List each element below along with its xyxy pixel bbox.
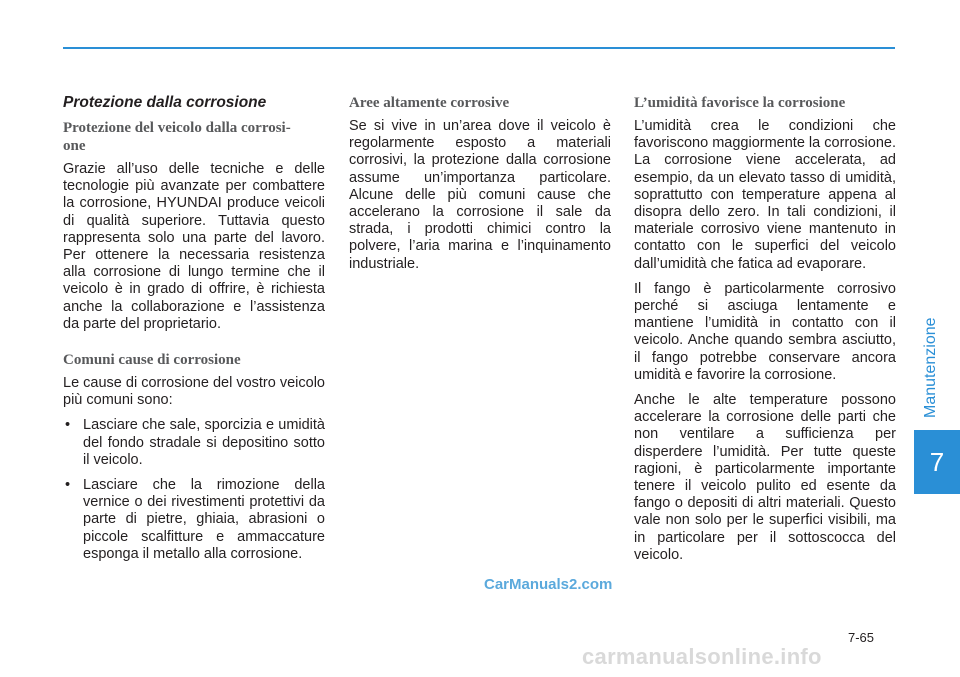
causes-list	[63, 417, 325, 563]
watermark-carmanuals2[interactable]: CarManuals2.com	[484, 576, 613, 593]
section-title: Protezione dalla corrosione	[63, 94, 267, 111]
watermark-carmanualsonline[interactable]: carmanualsonline.info	[582, 644, 822, 669]
subsection-title-corrosive-areas: Aree altamente corrosive	[349, 95, 510, 111]
list-item-text: Lasciare che sale, sporcizia e umidità del fondo stradale si depositino sotto il veicolo.	[83, 417, 325, 468]
paragraph-corrosive-areas: Se si vive in un’area dove il veicolo è regolarmente esposto a materiali corrosivi, la protezione dalla corrosione assume un’importanza particolare. Alcune delle più comuni cause che accelerano la corrosione il sale da strada, i prodotti chimici contro la polvere, l’aria marina e l’inquinamento industriale.	[349, 118, 611, 272]
column-1	[63, 94, 325, 571]
column-2	[349, 94, 611, 281]
page-number: 7-65	[848, 630, 875, 645]
subsection-title-causes: Comuni cause di corrosione	[63, 352, 241, 369]
paragraph-temperature: Anche le alte temperature possono accelerare la corrosione delle parti che non ventilare a sufficienza per disperdere l’umidità. Per tutte queste ragioni, è particolarmente importante tenere il veicolo pulito ed esente da fango o depositi di altri materiali. Questo vale non solo per le superfici visibili, ma in particolare per il sottoscocca del veicolo.	[634, 392, 896, 563]
list-item	[63, 417, 325, 469]
paragraph-humidity: L’umidità crea le condizioni che favoriscono maggiormente la corrosione. La corrosione viene accelerata, ad esempio, da un elevato tasso di umidità, soprattutto con temperature appena al disopra dello zero. In tali condizioni, il materiale corrosivo viene mantenuto in contatto con le superfici del veicolo dall’umidità che fatica ad evaporare.	[634, 118, 896, 272]
column-3	[634, 94, 896, 572]
chapter-number-tab: 7	[914, 430, 960, 494]
paragraph-protection: Grazie all’uso delle tecniche e delle tecnologie più avanzate per combattere la corrosione, HYUNDAI produce veicoli di qualità superiore. Tuttavia questo rappresenta solo una parte del lavoro. Per ottenere la necessaria resistenza alla corrosione di lungo termine che il veicolo è in grado di offrire, è richiesta anche la collaborazione e l’assistenza da parte del proprietario.	[63, 161, 325, 332]
subsection-title-humidity: L’umidità favorisce la corrosione	[634, 95, 846, 111]
header-rule	[63, 47, 895, 49]
chapter-label: Manutenzione	[922, 317, 939, 418]
paragraph-causes: Le cause di corrosione del vostro veicolo più comuni sono:	[63, 375, 325, 409]
list-item	[63, 477, 325, 563]
bullet-icon: •	[65, 477, 71, 494]
bullet-icon: •	[65, 417, 71, 434]
paragraph-mud: Il fango è particolarmente corrosivo perché si asciuga lentamente e mantiene l’umidità in contatto con il veicolo. Anche quando sembra asciutto, il fango potrebbe conservare ancora umidità e favorire la corrosione.	[634, 280, 896, 383]
subsection-title-protection: Protezione del veicolo dalla corrosi- one	[63, 120, 291, 154]
list-item-text: Lasciare che la rimozione della vernice o dei rivestimenti protettivi da parte di pietre, ghiaia, abrasioni o piccole scalfitture e ammaccature esponga il metallo alla corrosione.	[83, 477, 325, 562]
